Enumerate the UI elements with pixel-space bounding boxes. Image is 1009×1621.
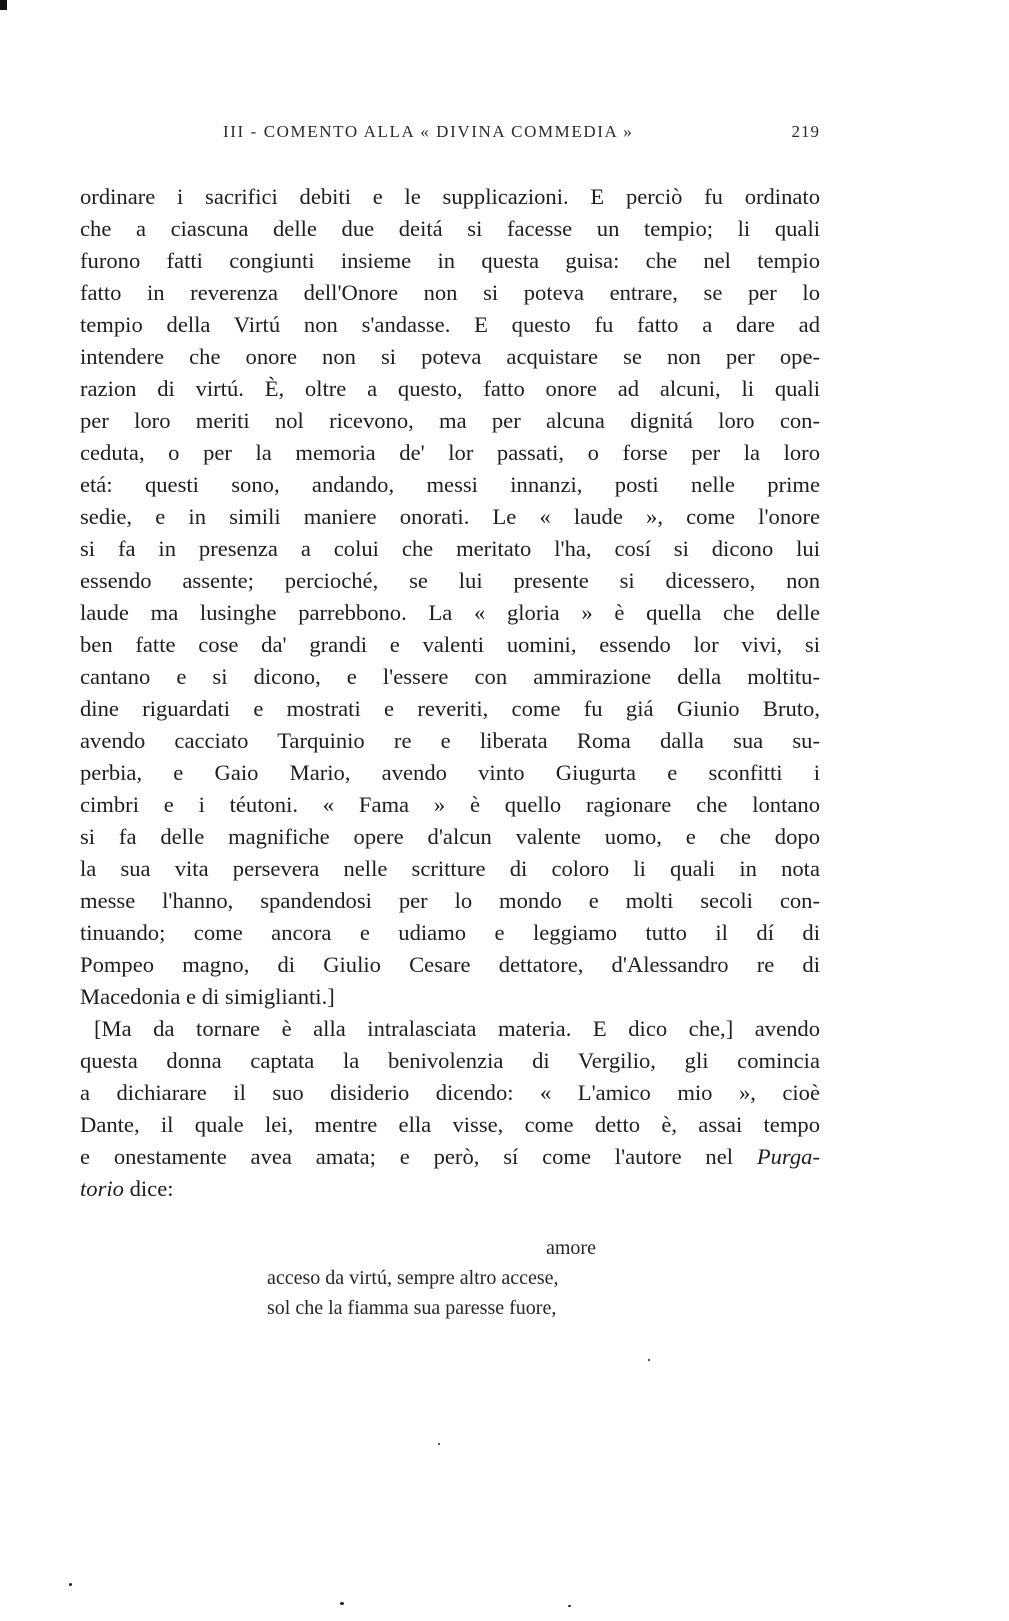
text-line: dine riguardati e mostrati e reveriti, come fu giá Giunio Bruto, bbox=[80, 696, 820, 721]
text-line: intendere che onore non si poteva acquistare se non per ope- bbox=[80, 344, 820, 369]
text-line: razion di virtú. È, oltre a questo, fatto onore ad alcuni, li quali bbox=[80, 376, 820, 401]
text-line: si fa in presenza a colui che meritato l'ha, cosí si dicono lui bbox=[80, 536, 820, 561]
text-line: cantano e si dicono, e l'essere con ammirazione della moltitu- bbox=[80, 664, 820, 689]
text-line: cimbri e i téutoni. « Fama » è quello ragionare che lontano bbox=[80, 792, 820, 817]
ink-speck bbox=[648, 1359, 650, 1361]
text-segment: e onestamente avea amata; e però, sí come l'autore nel bbox=[80, 1144, 734, 1169]
italic-title-continued: torio bbox=[80, 1176, 124, 1201]
verse-line: amore bbox=[546, 1237, 596, 1259]
ink-speck bbox=[438, 1443, 440, 1445]
text-line: tempio della Virtú non s'andasse. E questo fu fatto a dare ad bbox=[80, 312, 820, 337]
italic-title: Purga- bbox=[756, 1144, 820, 1169]
text-line: Dante, il quale lei, mentre ella visse, come detto è, assai tempo bbox=[80, 1112, 820, 1137]
text-line: a dichiarare il suo disiderio dicendo: « L'amico mio », cioè bbox=[80, 1080, 820, 1105]
text-line: ben fatte cose da' grandi e valenti uomini, essendo lor vivi, si bbox=[80, 632, 820, 657]
running-title: III - COMENTO ALLA « DIVINA COMMEDIA » bbox=[223, 122, 634, 141]
text-line bbox=[80, 1141, 820, 1173]
text-line: questa donna captata la benivolenzia di Vergilio, gli comincia bbox=[80, 1048, 820, 1073]
text-line: etá: questi sono, andando, messi innanzi, posti nelle prime bbox=[80, 472, 820, 497]
text-line: Macedonia e di simiglianti.] bbox=[80, 984, 335, 1009]
text-line: ceduta, o per la memoria de' lor passati, o forse per la loro bbox=[80, 440, 820, 465]
text-line: la sua vita persevera nelle scritture di coloro li quali in nota bbox=[80, 856, 820, 881]
text-line: per loro meriti nol ricevono, ma per alcuna dignitá loro con- bbox=[80, 408, 820, 433]
running-header bbox=[80, 122, 820, 152]
ink-speck bbox=[340, 1602, 344, 1605]
text-line: perbia, e Gaio Mario, avendo vinto Giugurta e sconfitti i bbox=[80, 760, 820, 785]
text-segment: dice: bbox=[123, 1176, 174, 1201]
text-line: furono fatti congiunti insieme in questa guisa: che nel tempio bbox=[80, 248, 820, 273]
text-line: avendo cacciato Tarquinio re e liberata Roma dalla sua su- bbox=[80, 728, 820, 753]
paragraph-start-line: [Ma da tornare è alla intralasciata materia. E dico che,] avendo bbox=[94, 1016, 820, 1041]
text-line: ordinare i sacrifici debiti e le supplicazioni. E perciò fu ordinato bbox=[80, 184, 820, 209]
text-line: si fa delle magnifiche opere d'alcun valente uomo, e che dopo bbox=[80, 824, 820, 849]
ink-speck bbox=[69, 1583, 72, 1586]
verse-line: sol che la fiamma sua paresse fuore, bbox=[267, 1297, 557, 1319]
text-line: messe l'hanno, spandendosi per lo mondo e molti secoli con- bbox=[80, 888, 820, 913]
verse-line: acceso da virtú, sempre altro accese, bbox=[267, 1267, 559, 1289]
text-line: sedie, e in simili maniere onorati. Le « laude », come l'onore bbox=[80, 504, 820, 529]
text-line: fatto in reverenza dell'Onore non si poteva entrare, se per lo bbox=[80, 280, 820, 305]
text-line: laude ma lusinghe parrebbono. La « gloria » è quella che delle bbox=[80, 600, 820, 625]
text-line: che a ciascuna delle due deitá si facesse un tempio; li quali bbox=[80, 216, 820, 241]
text-line: Pompeo magno, di Giulio Cesare dettatore, d'Alessandro re di bbox=[80, 952, 820, 977]
text-line bbox=[80, 1173, 820, 1205]
text-line: essendo assente; percioché, se lui presente si dicessero, non bbox=[80, 568, 820, 593]
scan-mark bbox=[0, 0, 7, 10]
ink-speck bbox=[568, 1605, 571, 1607]
text-line: tinuando; come ancora e udiamo e leggiamo tutto il dí di bbox=[80, 920, 820, 945]
page-number: 219 bbox=[791, 122, 820, 141]
